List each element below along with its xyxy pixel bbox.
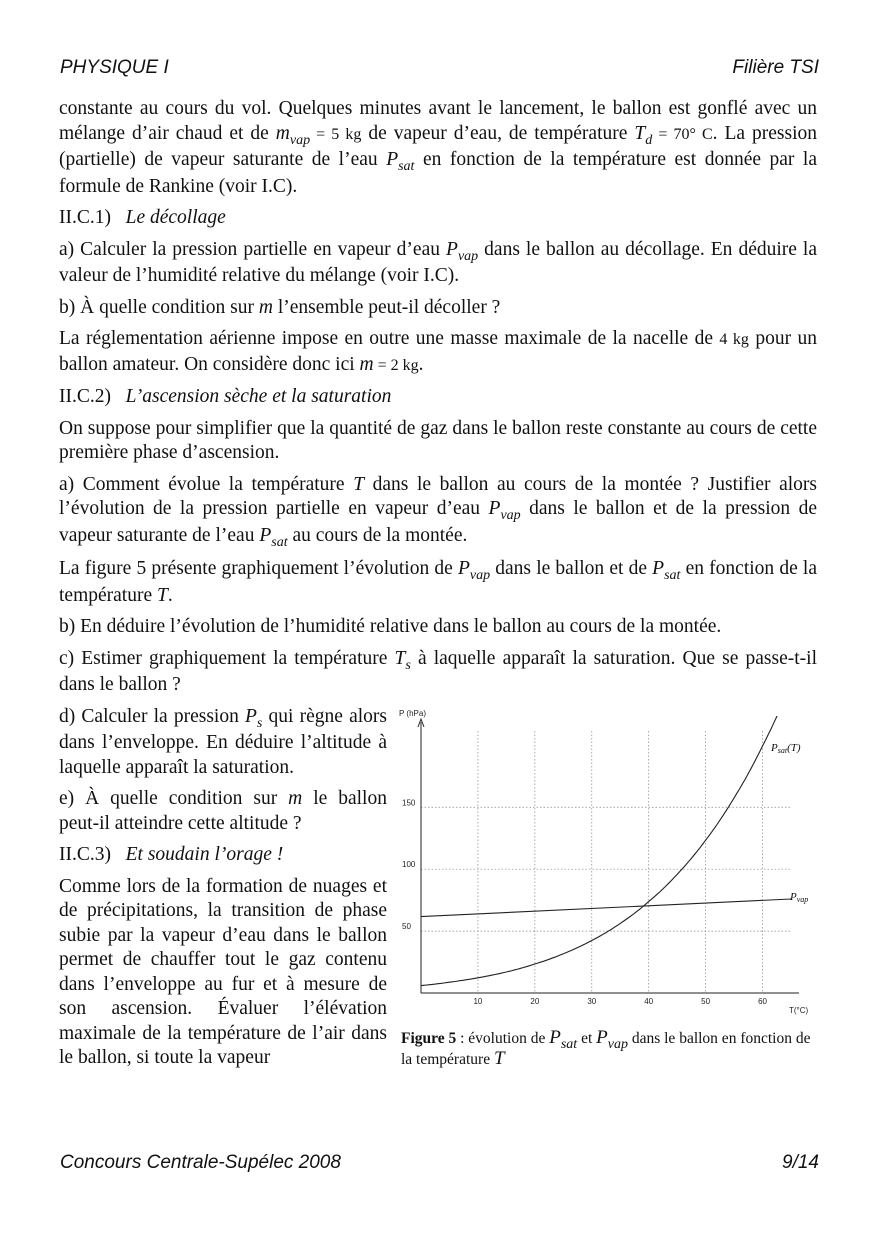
var-p: P (596, 1026, 608, 1048)
var-p-subscript: sat (398, 159, 415, 174)
mass-value: 4 kg (719, 331, 749, 348)
question-c (59, 647, 817, 698)
paragraph-text: . (167, 584, 173, 606)
question-text: a) Calculer la pression partielle en vapeur d’eau (59, 238, 447, 260)
caption-text: et (577, 1029, 597, 1047)
pvap-label: Pvap (790, 890, 809, 904)
question-text: d) Calculer la pression (59, 705, 245, 727)
section-number: II.C.2) (59, 386, 111, 407)
question-text: au cours de la montée. (287, 524, 468, 546)
var-p: P (457, 558, 470, 579)
section-heading (59, 385, 817, 410)
question-text: le ballon peut-il atteindre cette altitude ? (59, 788, 387, 834)
var-p-subscript: sat (664, 568, 681, 583)
question-a (59, 473, 817, 551)
var-p: P (652, 558, 665, 579)
figure-5 (399, 710, 817, 1070)
page-body (59, 97, 817, 1074)
y-tick-label: 100 (402, 859, 416, 869)
intro-text-1: constante au cours du vol. Quelques minutes avant le lancement, le ballon est gonflé avec un mélange d’air chaud et de (59, 98, 817, 144)
pvap-line (421, 899, 791, 917)
figure-intro-paragraph (59, 557, 817, 608)
var-p-subscript: vap (457, 248, 479, 264)
x-tick-label: 20 (530, 996, 540, 1006)
intro-text-2: de vapeur d’eau, de température (361, 122, 635, 144)
question-text: b) À quelle condition sur (59, 296, 259, 318)
td-value: = 70° C (652, 125, 713, 143)
section-number: II.C.1) (59, 207, 111, 228)
section-title: Le décollage (125, 207, 226, 228)
question-text: dans le ballon au cours de la montée ? Justifier alors l’évolution de la pression partielle en vapeur d’eau (59, 473, 817, 519)
footer-left: Concours Centrale-Supélec 2008 (60, 1152, 341, 1173)
question-text: à laquelle apparaît la saturation. Que se passe-t-il dans le ballon ? (59, 647, 817, 695)
y-tick-label: 50 (402, 921, 411, 931)
var-t: T (634, 122, 646, 144)
intro-text-3: . La pression (partielle) de vapeur saturante de l’eau (59, 122, 818, 170)
figure-caption (401, 1028, 817, 1069)
paragraph-text: La figure 5 présente graphiquement l’évolution de (59, 558, 458, 579)
question-a (59, 238, 817, 289)
x-axis-label: T(°C) (789, 1005, 809, 1015)
question-b: b) En déduire l’évolution de l’humidité relative dans le ballon au cours de la montée. (59, 616, 722, 637)
var-p-subscript: vap (469, 568, 491, 583)
paragraph-text: dans le ballon et de (490, 558, 653, 579)
intro-text-4: en fonction de la température est donnée par la formule de Rankine (voir I.C). (59, 149, 818, 197)
var-m: m (275, 122, 290, 144)
y-axis-label: P (hPa) (399, 709, 426, 718)
question-text: qui règne alors dans l’enveloppe. En déduire l’altitude à laquelle apparaît la saturation. (59, 705, 387, 778)
var-p-subscript: vap (607, 1036, 628, 1052)
section-number: II.C.3) (59, 844, 111, 865)
paragraph: On suppose pour simplifier que la quantité de gaz dans le ballon reste constante au cours de cette première phase d’ascension. (59, 417, 817, 463)
var-m: m (258, 296, 273, 318)
footer-right: 9/14 (782, 1152, 819, 1173)
var-m: m (359, 353, 374, 375)
header-right: Filière TSI (732, 57, 819, 78)
psat-label: Psat(T) (771, 741, 801, 755)
var-p-subscript: s (256, 715, 263, 731)
question-text: a) Comment évolue la température (59, 473, 354, 495)
var-t-subscript: d (645, 132, 653, 148)
var-p: P (549, 1026, 561, 1048)
header-left: PHYSIQUE I (60, 57, 169, 78)
mvap-value: = 5 kg (310, 125, 362, 143)
var-p: P (488, 498, 501, 519)
var-t: T (353, 473, 365, 495)
var-m-subscript: vap (289, 132, 311, 148)
caption-text: : évolution de (456, 1029, 550, 1047)
question-b (59, 296, 817, 321)
psat-curve (421, 710, 791, 986)
paragraph-text: pour un ballon amateur. On considère donc ici (59, 328, 817, 375)
var-p: P (245, 705, 257, 727)
regulation-paragraph (59, 327, 817, 378)
paragraph-text: La réglementation aérienne impose en outre une masse maximale de la nacelle de (59, 328, 720, 349)
section-title: L’ascension sèche et la saturation (125, 386, 392, 407)
x-tick-label: 30 (587, 996, 597, 1006)
section-title: Et soudain l’orage ! (125, 844, 284, 865)
var-m: m (288, 788, 303, 809)
var-t: T (157, 584, 168, 606)
paragraph-text: en fonction de la température (59, 558, 817, 606)
paragraph-text: . (418, 353, 424, 375)
var-t: T (394, 647, 406, 669)
var-p: P (259, 524, 272, 546)
y-tick-label: 150 (402, 797, 416, 807)
question-text: l’ensemble peut-il décoller ? (272, 296, 501, 318)
section-heading (59, 206, 817, 231)
var-p: P (446, 238, 458, 260)
x-tick-label: 40 (644, 996, 654, 1006)
var-p-subscript: vap (500, 508, 521, 523)
figure-5-chart (399, 710, 817, 1026)
m-value: = 2 kg (373, 356, 419, 374)
caption-text: dans le ballon en fonction de la température (401, 1029, 811, 1068)
var-p-subscript: sat (271, 534, 288, 550)
var-t-subscript: s (405, 657, 411, 673)
x-tick-label: 10 (473, 996, 483, 1006)
x-tick-label: 50 (701, 996, 711, 1006)
figure-label: Figure 5 (401, 1029, 457, 1047)
intro-paragraph (59, 97, 817, 199)
question-text: dans le ballon et de la pression de vapeur saturante de l’eau (59, 498, 817, 546)
question-text: dans le ballon au décollage. En déduire la valeur de l’humidité relative du mélange (voir I.C). (59, 238, 817, 286)
var-p: P (386, 149, 399, 170)
question-text: e) À quelle condition sur (59, 788, 289, 809)
question-text: c) Estimer graphiquement la température (59, 647, 395, 669)
var-p-subscript: sat (560, 1036, 578, 1052)
paragraph: Comme lors de la formation de nuages et de précipitations, la transition de phase subie par la vapeur d’eau dans le ballon permet de chauffer tout le gaz contenu dans l’enveloppe au fur et à mesure de son ascension. Évaluer l’élévation maximale de la température de l’air dans le ballon, si toute la vapeur (59, 875, 387, 1068)
var-t: T (493, 1047, 505, 1069)
x-tick-label: 60 (758, 996, 767, 1006)
